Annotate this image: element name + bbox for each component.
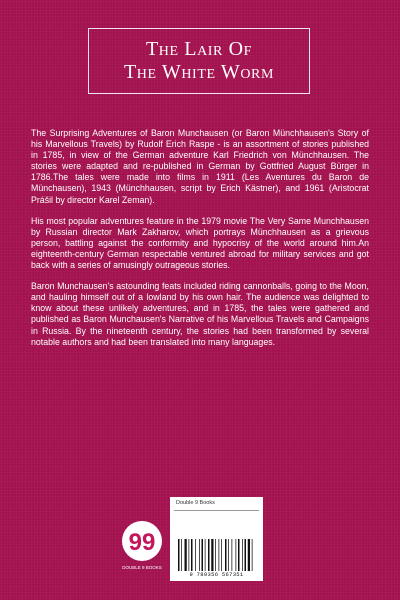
title-line-1: The Lair Of — [145, 38, 253, 60]
publisher-label: Double 9 Books — [176, 500, 215, 506]
blurb-paragraph-3: Baron Munchausen's astounding feats included riding cannonballs, going to the Moon, and hauling himself out of a lowland by his own hair. The audience was delighted to know about these unlikely adventures, and in 1785, the tales were gathered and published as Baron Munchausen's Narrative of his Marvellous Travels and Campaigns in Russia. By the nineteenth century, the stories had been transformed by several notable authors and had been translated into many languages. — [31, 281, 369, 347]
blurb-paragraph-1: The Surprising Adventures of Baron Munchausen (or Baron Münchhausen's Story of his Marvellous Travels) by Rudolf Erich Raspe - is an assortment of stories published in 1785, in view of the German adventure Karl Friedrich von Münchhausen. The stories were adapted and re-published in German by Gottfried August Bürger in 1786.The tales were made into films in 1911 (Les Aventures du Baron de Münchausen), 1943 (Münchhausen, script by Erich Kästner), and 1961 (Aristocrat Prášil by director Karel Zeman). — [31, 128, 369, 205]
title-line-2: The White Worm — [123, 61, 275, 83]
isbn-number: 9 789356 567351 — [189, 571, 244, 578]
title-frame — [88, 28, 310, 94]
blurb-paragraph-2: His most popular adventures feature in the 1979 movie The Very Same Munchhausen by Russian director Mark Zakharov, which portrays Münchhausen as a grievous person, battling against the conformity and hypocrisy of the world around him.An eighteenth-century German respectable ventured abroad for military services and got back with a series of amusingly outrageous stories. — [31, 215, 369, 271]
publisher-logo — [119, 519, 165, 571]
publisher-logo-subtext: DOUBLE 9 BOOKS — [122, 565, 162, 570]
barcode-panel — [170, 497, 263, 581]
back-cover-blurb — [31, 128, 369, 358]
panel-divider — [174, 510, 259, 511]
publisher-logo-mark: 99 — [128, 529, 156, 556]
barcode-icon — [177, 539, 255, 571]
